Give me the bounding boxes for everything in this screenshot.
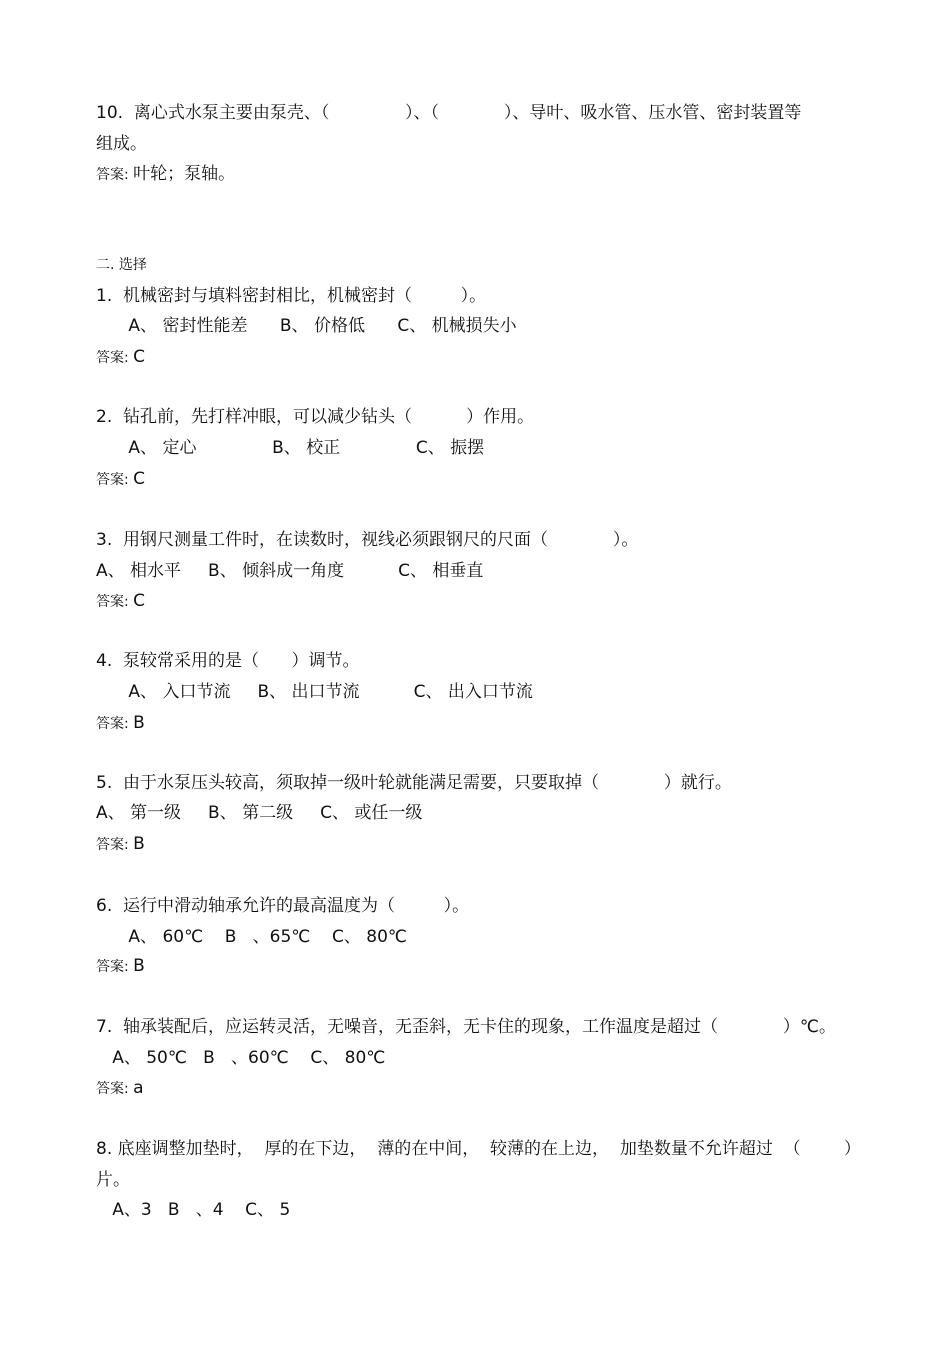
question-4-options: A、 入口节流 B、 出口节流 C、 出入口节流	[96, 682, 533, 702]
question-4: 4. 泵较常采用的是（ ）调节。	[96, 651, 360, 671]
answer-label: 答案:	[96, 1081, 134, 1097]
question-3-options: A、 相水平 B、 倾斜成一角度 C、 相垂直	[96, 561, 484, 581]
answer-label: 答案:	[96, 350, 134, 366]
answer-value: B	[133, 834, 145, 854]
question-5: 5. 由于水泵压头较高，须取掉一级叶轮就能满足需要，只要取掉（ ）就行。	[96, 773, 732, 793]
q10-line-1: 10. 离心式水泵主要由泵壳、（ ）、（ ）、导叶、吸水管、压水管、密封装置等	[96, 103, 802, 123]
question-2-options: A、 定心 B、 校正 C、 振摆	[96, 438, 485, 458]
question-7-options: A、 50℃ B 、60℃ C、 80℃	[96, 1048, 386, 1068]
question-5-options: A、 第一级 B、 第二级 C、 或任一级	[96, 803, 423, 823]
answer-value: C	[133, 591, 146, 611]
question-8-options: A、3 B 、4 C、 5	[96, 1200, 291, 1220]
question-1: 1. 机械密封与填料密封相比，机械密封（ ）。	[96, 286, 487, 306]
question-7-answer	[96, 1077, 144, 1100]
section-title: 二. 选择	[96, 257, 147, 273]
q10-line-2: 组成。	[96, 134, 147, 154]
question-6-options: A、 60℃ B 、65℃ C、 80℃	[96, 927, 408, 947]
answer-value: C	[133, 347, 146, 367]
question-2-answer	[96, 468, 145, 491]
question-1-answer	[96, 346, 145, 369]
question-6: 6. 运行中滑动轴承允许的最高温度为（ ）。	[96, 896, 470, 916]
answer-label: 答案:	[96, 472, 134, 488]
answer-label: 答案:	[96, 167, 134, 183]
question-8: 8. 底座调整加垫时， 厚的在下边， 薄的在中间， 较薄的在上边， 加垫数量不允许超过 （ ）	[96, 1139, 861, 1159]
question-8-line-2: 片。	[96, 1170, 130, 1190]
answer-value: B	[133, 956, 145, 976]
question-6-answer	[96, 955, 145, 978]
question-3: 3. 用钢尺测量工件时，在读数时，视线必须跟钢尺的尺面（ ）。	[96, 530, 639, 550]
answer-label: 答案:	[96, 716, 134, 732]
question-4-answer	[96, 712, 145, 735]
question-5-answer	[96, 833, 145, 856]
answer-value: B	[133, 713, 145, 733]
q10-answer	[96, 163, 235, 186]
answer-value: 叶轮；泵轴。	[133, 164, 236, 184]
question-2: 2. 钻孔前，先打样冲眼，可以减少钻头（ ）作用。	[96, 407, 535, 427]
answer-value: a	[133, 1078, 144, 1098]
answer-value: C	[133, 469, 146, 489]
answer-label: 答案:	[96, 959, 134, 975]
answer-label: 答案:	[96, 837, 134, 853]
answer-label: 答案:	[96, 594, 134, 610]
question-3-answer	[96, 590, 145, 613]
question-1-options: A、 密封性能差 B、 价格低 C、 机械损失小	[96, 316, 517, 336]
question-7: 7. 轴承装配后，应运转灵活，无噪音，无歪斜，无卡住的现象，工作温度是超过（ ）℃。	[96, 1017, 836, 1037]
